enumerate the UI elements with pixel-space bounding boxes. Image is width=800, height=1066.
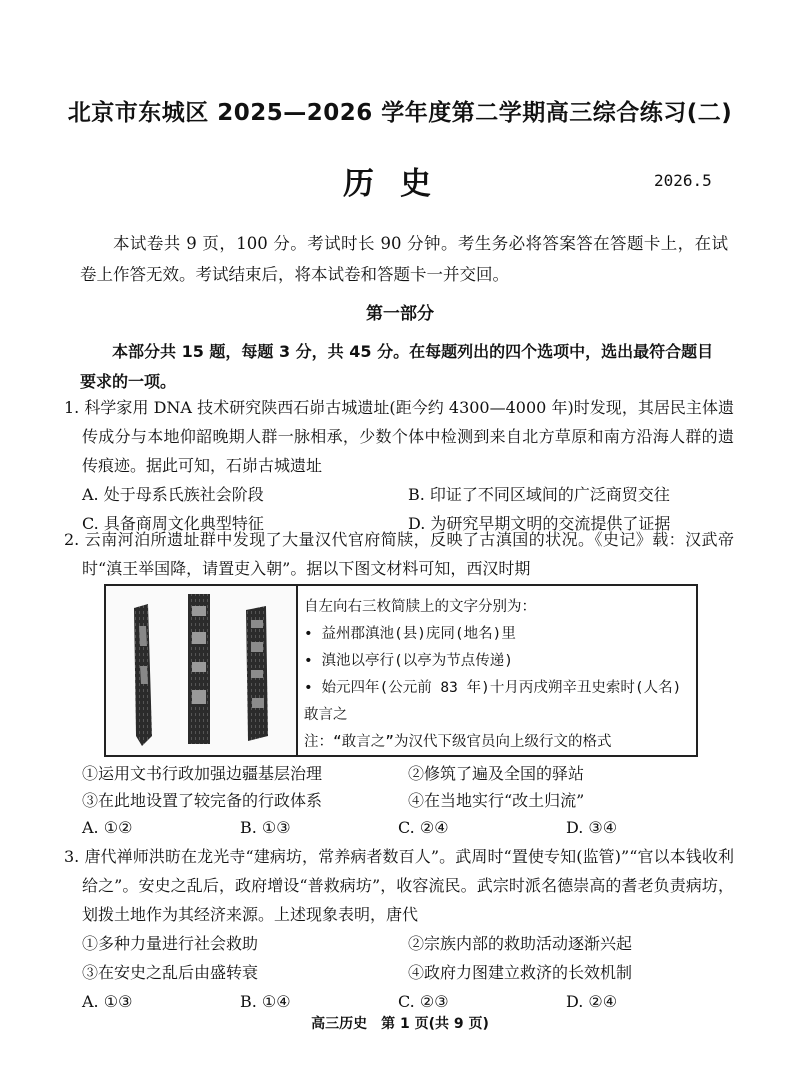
- page-footer: 高三历史 第 1 页(共 9 页): [311, 1016, 489, 1032]
- statement-list: [64, 929, 734, 987]
- option-c: C. ②④: [398, 818, 449, 837]
- statement-1: ①运用文书行政加强边疆基层治理: [82, 764, 323, 783]
- exam-date: 2026.5: [654, 171, 712, 190]
- figure-item: • 始元四年(公元前 83 年)十月丙戌朔辛丑史索时(人名)敢言之: [304, 680, 682, 723]
- question-2: [64, 525, 734, 583]
- exam-title: 北京市东城区 2025—2026 学年度第二学期高三综合练习(二): [67, 100, 733, 126]
- subject-title: 历史: [343, 166, 457, 202]
- option-list: [64, 987, 734, 1016]
- statement-4: ④政府力图建立救济的长效机制: [408, 963, 633, 982]
- option-b: B. 印证了不同区域间的广泛商贸交往: [408, 485, 670, 504]
- option-d: D. ②④: [566, 992, 618, 1011]
- figure-caption: 自左向右三枚简牍上的文字分别为：: [304, 599, 536, 615]
- figure-item: • 滇池以亭行(以亭为节点传递): [304, 653, 513, 669]
- statement-4: ④在当地实行“改土归流”: [408, 791, 585, 810]
- statement-3: ③在此地设置了较完备的行政体系: [82, 791, 323, 810]
- question-1: [64, 393, 734, 538]
- option-b: B. ①④: [240, 992, 291, 1011]
- option-d: D. 为研究早期文明的交流提供了证据: [408, 514, 671, 533]
- question-2-choices: [64, 760, 734, 841]
- option-b: B. ①③: [240, 818, 291, 837]
- bamboo-slips-image: [106, 586, 298, 755]
- question-stem: 3. 唐代禅师洪昉在龙光寺“建病坊，常养病者数百人”。武周时“置使专知(监管)”“官以本钱收利给之”。安史之乱后，政府增设“普救病坊”，收容流民。武宗时派名德崇高的耆老负责病坊，划拨土地作为其经济来源。上述现象表明，唐代: [64, 847, 734, 924]
- statement-2: ②宗族内部的救助活动逐渐兴起: [408, 934, 633, 953]
- statement-1: ①多种力量进行社会救助: [82, 934, 259, 953]
- statement-list: [64, 760, 734, 814]
- option-a: A. ①②: [82, 818, 133, 837]
- question-stem: 1. 科学家用 DNA 技术研究陕西石峁古城遗址(距今约 4300—4000 年)时发现，其居民主体遗传成分与本地仰韶晚期人群一脉相承，少数个体中检测到来自北方草原和南方沿海人群的遗传痕迹。据此可知，石峁古城遗址: [64, 398, 734, 475]
- statement-2: ②修筑了遍及全国的驿站: [408, 764, 585, 783]
- bamboo-slips-illustration: [106, 586, 296, 755]
- bamboo-slip-figure: [104, 584, 698, 757]
- option-list: [64, 814, 734, 841]
- part-title: 第一部分: [366, 304, 434, 324]
- figure-note: 注：“敢言之”为汉代下级官员向上级行文的格式: [304, 734, 612, 750]
- part-instruction: 本部分共 15 题，每题 3 分，共 45 分。在每题列出的四个选项中，选出最符合题目要求的一项。: [80, 342, 714, 391]
- exam-instructions: 本试卷共 9 页，100 分。考试时长 90 分钟。考生务必将答案答在答题卡上，在试卷上作答无效。考试结束后，将本试卷和答题卡一并交回。: [80, 234, 728, 284]
- question-stem: 2. 云南河泊所遗址群中发现了大量汉代官府简牍，反映了古滇国的状况。《史记》载：汉武帝时“滇王举国降，请置吏入朝”。据以下图文材料可知，西汉时期: [64, 530, 734, 578]
- option-c: C. ②③: [398, 992, 449, 1011]
- figure-item: • 益州郡滇池(县)庑同(地名)里: [304, 626, 516, 642]
- figure-text: [304, 594, 690, 756]
- statement-3: ③在安史之乱后由盛转衰: [82, 963, 259, 982]
- question-3: [64, 842, 734, 1016]
- option-a: A. ①③: [82, 992, 133, 1011]
- option-a: A. 处于母系氏族社会阶段: [82, 485, 264, 504]
- option-d: D. ③④: [566, 818, 618, 837]
- option-c: C. 具备商周文化典型特征: [82, 514, 264, 533]
